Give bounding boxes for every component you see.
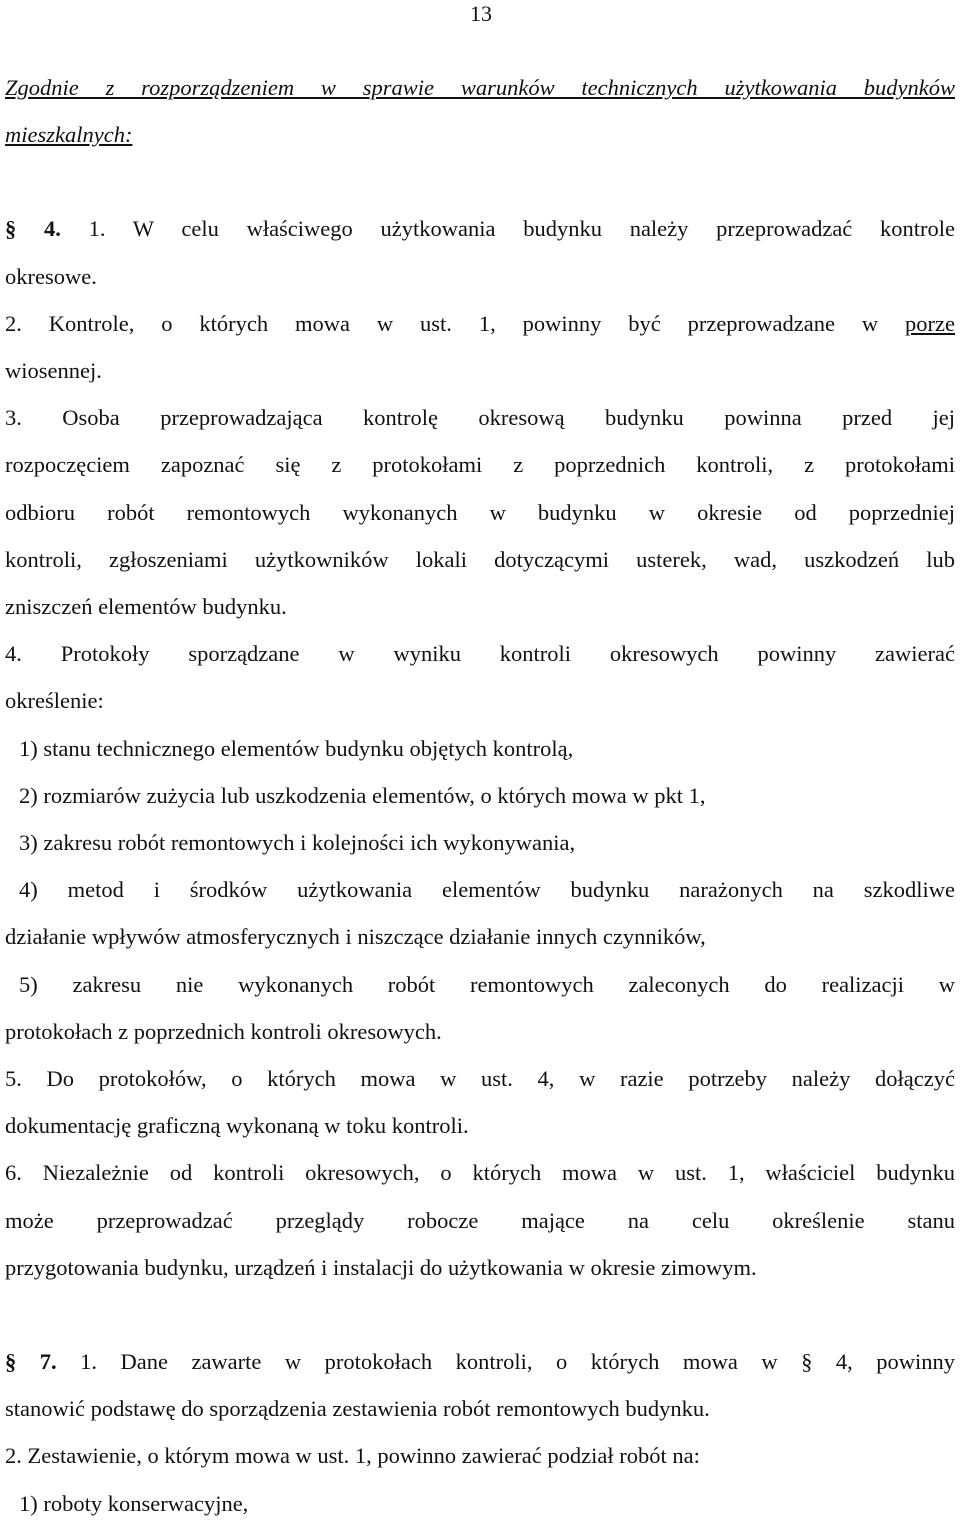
paragraph-gap <box>5 1291 955 1338</box>
section-7-list-item-1: 1) roboty konserwacyjne, <box>19 1490 249 1516</box>
section-4-p4-cont: określenie: <box>5 688 104 714</box>
section-4-p3-line-3: odbioru robót remontowych wykonanych w budynku w okresie od poprzedniej <box>5 499 955 525</box>
section-7-paragraph-2: 2. Zestawienie, o którym mowa w ust. 1, powinno zawierać podział robót na: <box>5 1443 700 1469</box>
section-4-p3-line-2: rozpoczęciem zapoznać się z protokołami z poprzednich kontroli, z protokołami <box>5 452 955 478</box>
section-4-p3-line-1: 3. Osoba przeprowadzająca kontrolę okresową budynku powinna przed jej <box>5 405 955 431</box>
section-4-p2-text: 2. Kontrole, o których mowa w ust. 1, powinny być przeprowadzane w <box>5 310 906 336</box>
section-4-p2-cont: wiosennej. <box>5 358 102 384</box>
section-4-p1-text: 1. W celu właściwego użytkowania budynku należy przeprowadzać kontrole <box>88 216 956 242</box>
section-4-p2-underlined: porze <box>905 310 955 336</box>
section-4-paragraph-4: 4. Protokoły sporządzane w wyniku kontroli okresowych powinny zawierać <box>5 641 955 667</box>
section-4-p6-line-2: może przeprowadzać przeglądy robocze mające na celu określenie stanu <box>5 1207 955 1233</box>
section-4-list-item-2: 2) rozmiarów zużycia lub uszkodzenia elementów, o których mowa w pkt 1, <box>19 782 706 808</box>
section-7-paragraph-1 <box>5 1338 955 1385</box>
section-4-p1-cont: okresowe. <box>5 263 97 289</box>
intro-line-2: mieszkalnych: <box>5 122 133 148</box>
section-4-list-item-5: 5) zakresu nie wykonanych robót remontowych zaleconych do realizacji w <box>19 971 955 997</box>
section-4-paragraph-1 <box>5 205 955 252</box>
section-4-list-item-5-cont: protokołach z poprzednich kontroli okresowych. <box>5 1018 442 1044</box>
section-4-p5-cont: dokumentację graficzną wykonaną w toku kontroli. <box>5 1113 469 1139</box>
section-4-p6-line-3: przygotowania budynku, urządzeń i instalacji do użytkowania w okresie zimowym. <box>5 1254 757 1280</box>
section-4-symbol: § 4. <box>5 216 61 242</box>
section-7-p1-text: 1. Dane zawarte w protokołach kontroli, o których mowa w § 4, powinny <box>80 1349 956 1375</box>
section-7-symbol: § 7. <box>5 1349 57 1375</box>
section-4-list-item-1: 1) stanu technicznego elementów budynku objętych kontrolą, <box>19 735 574 761</box>
document-body <box>5 64 955 1527</box>
page-number: 13 <box>470 1 492 26</box>
section-4-p3-line-5: zniszczeń elementów budynku. <box>5 594 287 620</box>
section-4-list-item-3: 3) zakresu robót remontowych i kolejności ich wykonywania, <box>19 830 576 856</box>
section-4-list-item-4: 4) metod i środków użytkowania elementów budynku narażonych na szkodliwe <box>19 877 955 903</box>
section-4-paragraph-5: 5. Do protokołów, o których mowa w ust. 4, w razie potrzeby należy dołączyć <box>5 1066 955 1092</box>
section-4-p6-line-1: 6. Niezależnie od kontroli okresowych, o których mowa w ust. 1, właściciel budynku <box>5 1160 955 1186</box>
paragraph-gap <box>5 158 955 205</box>
section-4-p3-line-4: kontroli, zgłoszeniami użytkowników lokali dotyczącymi usterek, wad, uszkodzeń lub <box>5 546 955 572</box>
section-4-list-item-4-cont: działanie wpływów atmosferycznych i niszczące działanie innych czynników, <box>5 924 706 950</box>
section-7-p1-cont: stanowić podstawę do sporządzenia zestawienia robót remontowych budynku. <box>5 1396 710 1422</box>
section-4-paragraph-2 <box>5 300 955 347</box>
intro-line-1: Zgodnie z rozporządzeniem w sprawie warunków technicznych użytkowania budynków <box>5 75 955 100</box>
